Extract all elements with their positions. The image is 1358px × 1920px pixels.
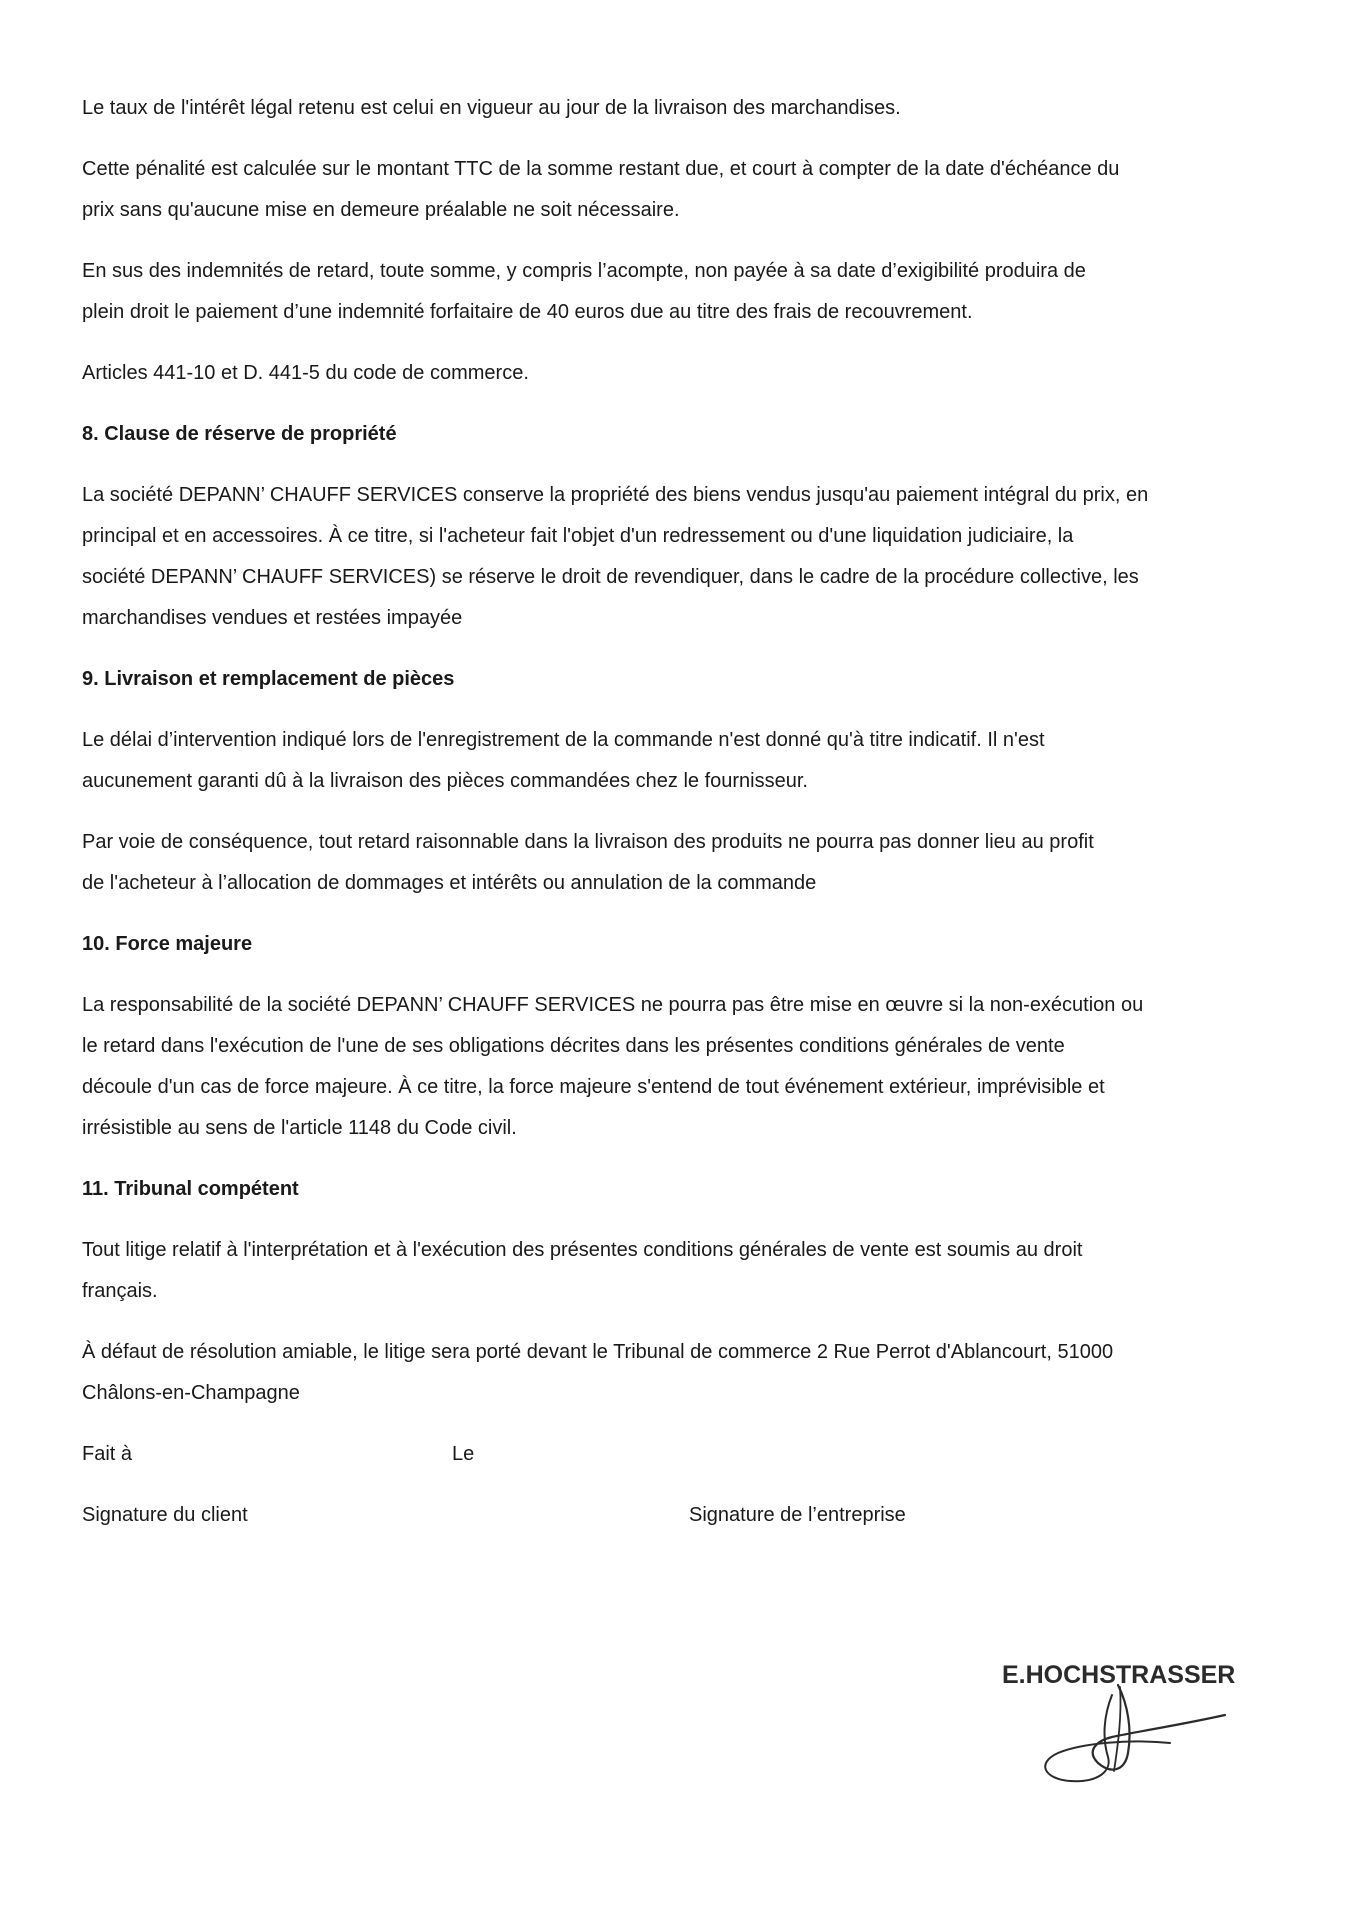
signature-client-label: Signature du client — [82, 1504, 248, 1526]
paragraph-interest-rate: Le taux de l'intérêt légal retenu est celui en vigueur au jour de la livraison des marchandises. — [82, 97, 901, 119]
section-9-paragraph-1: Le délai d’intervention indiqué lors de l'enregistrement de la commande n'est donné qu'à titre indicatif. Il n'est aucunement garanti dû à la livraison des pièces commandées chez le fournisseur. — [82, 729, 1045, 792]
section-11-paragraph-2: À défaut de résolution amiable, le litige sera porté devant le Tribunal de commerce 2 Rue Perrot d'Ablancourt, 51000 Châlons-en-Champagne — [82, 1341, 1114, 1404]
paragraph-penalty-calculation: Cette pénalité est calculée sur le montant TTC de la somme restant due, et court à compter de la date d'échéance du prix sans qu'aucune mise en demeure préalable ne soit nécessaire. — [82, 158, 1120, 221]
section-8-heading: 8. Clause de réserve de propriété — [82, 423, 397, 445]
paragraph-legal-articles: Articles 441-10 et D. 441-5 du code de commerce. — [82, 362, 529, 384]
place-date-row — [82, 1434, 1292, 1475]
document-body — [82, 88, 1292, 1556]
company-signature-stamp — [1000, 1645, 1260, 1795]
section-11-paragraph-1: Tout litige relatif à l'interprétation et à l'exécution des présentes conditions générales de vente est soumis au droit français. — [82, 1239, 1083, 1302]
stamp-name-text: E.HOCHSTRASSER — [1002, 1661, 1236, 1689]
handwritten-signature — [1000, 1645, 1260, 1795]
section-9-paragraph-2: Par voie de conséquence, tout retard raisonnable dans la livraison des produits ne pourra pas donner lieu au profit de l'acheteur à l’allocation de dommages et intérêts ou annulation de la commande — [82, 831, 1094, 894]
date-le-label: Le — [452, 1443, 475, 1465]
signature-entreprise-label: Signature de l’entreprise — [689, 1504, 906, 1526]
paragraph-recovery-fee: En sus des indemnités de retard, toute somme, y compris l’acompte, non payée à sa date d’exigibilité produira de plein droit le paiement d’une indemnité forfaitaire de 40 euros due au titre des frais de recouvrement. — [82, 260, 1086, 323]
signature-stroke-vertical — [1114, 1687, 1121, 1771]
section-11-heading: 11. Tribunal compétent — [82, 1178, 299, 1200]
section-10-paragraph: La responsabilité de la société DEPANN’ CHAUFF SERVICES ne pourra pas être mise en œuvre si la non-exécution ou le retard dans l'exécution de l'une de ses obligations décrites dans les présentes conditions générales de vente découle d'un cas de force majeure. À ce titre, la force majeure s'entend de tout événement extérieur, imprévisible et irrésistible au sens de l'article 1148 du Code civil. — [82, 994, 1144, 1139]
signature-stroke-main — [1093, 1685, 1225, 1770]
section-8-paragraph: La société DEPANN’ CHAUFF SERVICES conserve la propriété des biens vendus jusqu'au paiement intégral du prix, en principal et en accessoires. À ce titre, si l'acheteur fait l'objet d'un redressement ou d'une liquidation judiciaire, la société DEPANN’ CHAUFF SERVICES) se réserve le droit de revendiquer, dans le cadre de la procédure collective, les marchandises vendues et restées impayée — [82, 484, 1149, 629]
fait-a-label: Fait à — [82, 1443, 133, 1465]
signature-labels-row — [82, 1495, 1292, 1536]
section-9-heading: 9. Livraison et remplacement de pièces — [82, 668, 455, 690]
section-10-heading: 10. Force majeure — [82, 933, 253, 955]
